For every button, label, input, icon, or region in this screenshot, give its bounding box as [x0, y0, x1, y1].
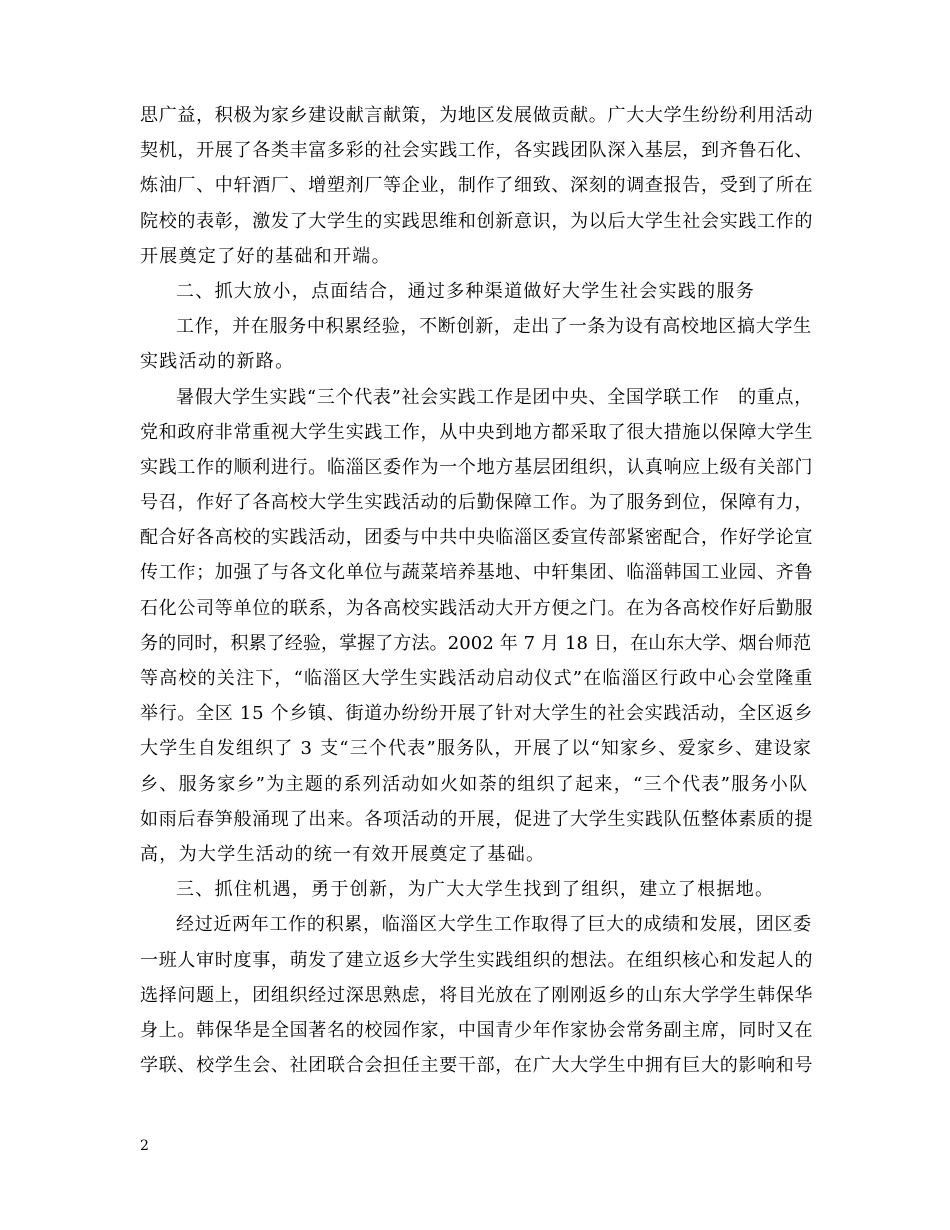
text-line: 实践工作的顺利进行。临淄区委作为一个地方基层团组织，认真响应上级有关部门	[140, 456, 814, 478]
text-line: 暑假大学生实践“三个代表”社会实践工作是团中央、全国学联工作 的重点，	[176, 386, 813, 408]
text-line: 务的同时，积累了经验，掌握了方法。2002 年 7 月 18 日，在山东大学、烟台师范	[140, 632, 812, 654]
text-line: 石化公司等单位的联系，为各高校实践活动大开方便之门。在为各高校作好后勤服	[140, 597, 814, 619]
text-line: 等高校的关注下，“临淄区大学生实践活动启动仪式”在临淄区行政中心会堂隆重	[140, 668, 814, 689]
document-body	[140, 98, 814, 1083]
text-line: 高，为大学生活动的统一有效开展奠定了基础。	[140, 843, 546, 865]
text-line: 如雨后春笋般涌现了出来。各项活动的开展，促进了大学生实践队伍整体素质的提	[140, 808, 814, 830]
text-line: 思广益，积极为家乡建设献言献策，为地区发展做贡献。广大大学生纷纷利用活动	[140, 105, 814, 126]
text-line: 大学生自发组织了 3 支“三个代表”服务队，开展了以“知家乡、爱家乡、建设家	[140, 738, 813, 760]
text-line: 配合好各高校的实践活动，团委与中共中央临淄区委宣传部紧密配合，作好学论宣	[140, 527, 814, 549]
page-number: 2	[140, 1138, 149, 1154]
text-line: 一班人审时度事，萌发了建立返乡大学生实践组织的想法。在组织核心和发起人的	[140, 949, 814, 971]
text-line: 传工作；加强了与各文化单位与蔬菜培养基地、中轩集团、临淄韩国工业园、齐鲁	[140, 562, 814, 584]
text-line: 开展奠定了好的基础和开端。	[140, 245, 391, 267]
text-line: 实践活动的新路。	[140, 351, 295, 373]
text-line: 契机，开展了各类丰富多彩的社会实践工作，各实践团队深入基层，到齐鲁石化、	[140, 140, 814, 162]
text-line: 工作，并在服务中积累经验，不断创新，走出了一条为设有高校地区搞大学生	[176, 316, 812, 338]
text-line: 乡、服务家乡”为主题的系列活动如火如荼的组织了起来，“三个代表”服务小队	[140, 773, 809, 795]
text-line: 举行。全区 15 个乡镇、街道办纷纷开展了针对大学生的社会实践活动，全区返乡	[140, 703, 813, 725]
text-line: 号召，作好了各高校大学生实践活动的后勤保障工作。为了服务到位，保障有力，	[140, 492, 814, 514]
text-line: 三、抓住机遇，勇于创新，为广大大学生找到了组织，建立了根据地。	[176, 879, 775, 901]
text-line: 炼油厂、中轩酒厂、增塑剂厂等企业，制作了细致、深刻的调查报告，受到了所在	[140, 175, 814, 197]
text-line: 院校的表彰，激发了大学生的实践思维和创新意识，为以后大学生社会实践工作的	[140, 210, 814, 232]
text-line: 二、抓大放小，点面结合，通过多种渠道做好大学生社会实践的服务	[176, 280, 755, 302]
text-line: 经过近两年工作的积累，临淄区大学生工作取得了巨大的成绩和发展，团区委	[176, 914, 812, 936]
text-line: 身上。韩保华是全国著名的校园作家，中国青少年作家协会常务副主席，同时又在	[140, 1019, 814, 1041]
text-line: 党和政府非常重视大学生实践工作，从中央到地方都采取了很大措施以保障大学生	[140, 421, 814, 443]
text-line: 选择问题上，团组织经过深思熟虑，将目光放在了刚刚返乡的山东大学学生韩保华	[140, 984, 814, 1006]
text-line: 学联、校学生会、社团联合会担任主要干部，在广大大学生中拥有巨大的影响和号	[140, 1055, 814, 1077]
